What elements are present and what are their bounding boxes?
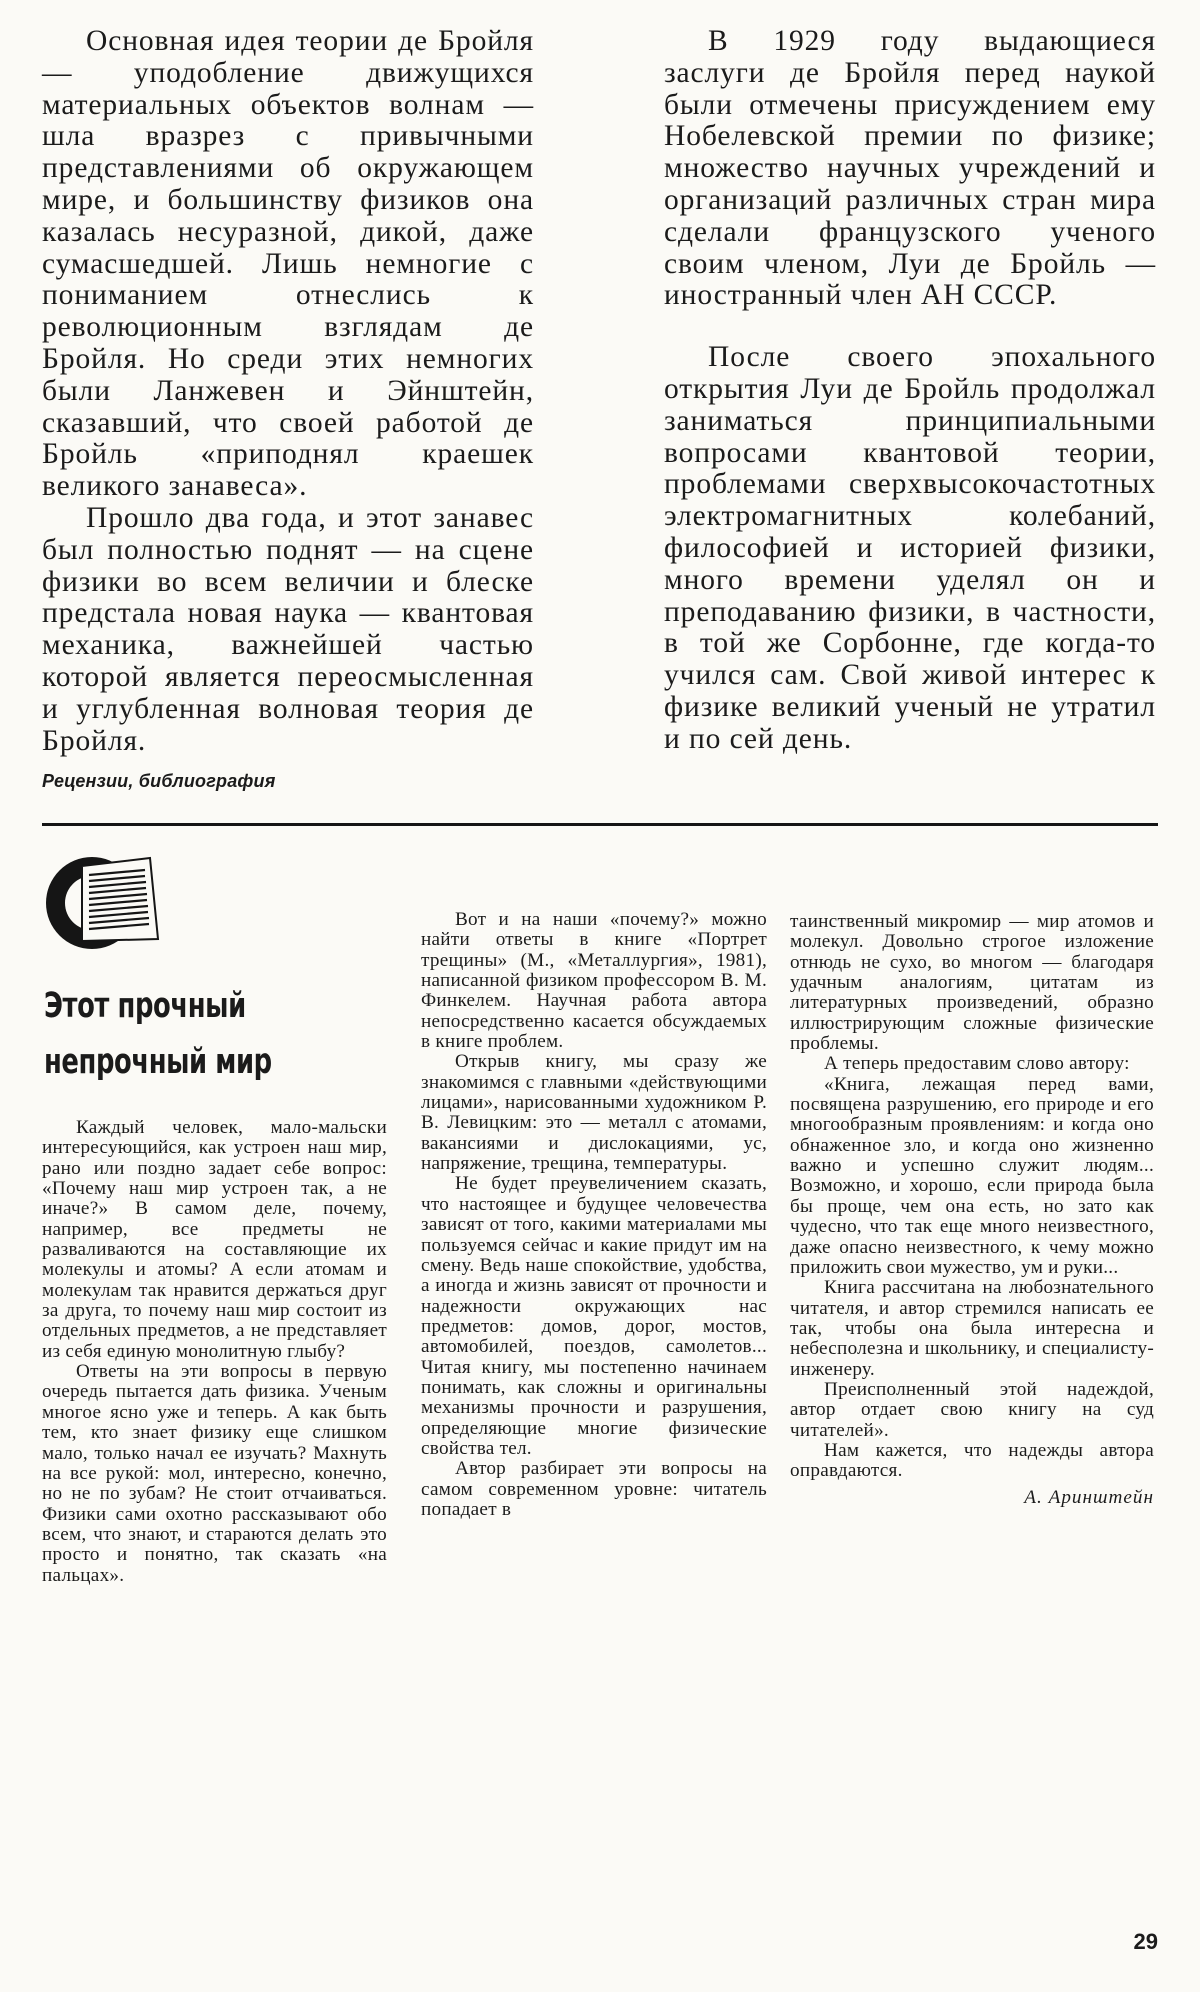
section-logo-icon: [42, 853, 164, 953]
paragraph: «Книга, лежащая перед вами, посвящена разрушению, его природе и его многообразным проявлениям: и когда оно обнаженное зло, и когда оно жизненно важно и успешно служит людям... Возможно, и хорошо, если природа была бы проще, чем она есть, но зато как чудесно, что так еще много неизвестного, даже опасно неизвестного, к чему можно приложить свои мужество, ум и руки...: [790, 1073, 1154, 1278]
paragraph: Основная идея теории де Бройля — уподобление движущихся материальных объектов волнам — шла вразрез с привычными представлениями об окружающем мире, и большинству физиков она казалась несуразной, дикой, даже сумасшедшей. Лишь немногие с пониманием отнеслись к революционным взглядам де Бройля. Но среди этих немногих были Ланжевен и Эйнштейн, сказавший, что своей работой де Бройль «приподнял краешек великого занавеса».: [42, 25, 534, 503]
paragraph: Вот и на наши «почему?» можно найти ответы в книге «Портрет трещины» (М., «Металлургия», 1981), написанной физиком профессором В. М. Финкелем. Научная работа автора непосредственно касается обсуждаемых в книге проблем.: [421, 909, 767, 1053]
page-number: 29: [1133, 1929, 1158, 1954]
section-divider: [42, 823, 1158, 826]
top-left-column: [42, 26, 534, 757]
article-title: [44, 978, 290, 1090]
paragraph: Преисполненный этой надеждой, автор отдает свою книгу на суд читателей».: [790, 1378, 1154, 1441]
paragraph: Открыв книгу, мы сразу же знакомимся с главными «действующими лицами», нарисованными художником Р. В. Левицким: это — металл с атомами, вакансиями и дислокациями, ус, напряжение, трещина, температуры.: [421, 1051, 767, 1175]
title-line: Этот прочный: [44, 986, 246, 1026]
author-signature: А. Аринштейн: [1024, 1486, 1154, 1508]
paragraph: Нам кажется, что надежды автора оправдаются.: [790, 1439, 1154, 1482]
article-column-3: [790, 912, 1154, 1508]
article-column-1: [42, 1118, 387, 1586]
paragraph: таинственный микромир — мир атомов и молекул. Довольно строгое изложение отнюдь не сухо, во многом — благодаря удачным аналогиям, цитатам из литературных произведений, образно иллюстрирующим сложные физические проблемы.: [790, 911, 1154, 1055]
paragraph: Каждый человек, мало-мальски интересующийся, как устроен наш мир, рано или поздно задает себе вопрос: «Почему наш мир устроен так, а не иначе?» В самом деле, почему, например, все предметы не разваливаются на составляющие их молекулы и атомы? А если атомам и молекулам так нравится держаться друг за друга, то почему наш мир состоит из отдельных предметов, а не представляет из себя единую монолитную глыбу?: [42, 1117, 387, 1362]
paragraph: А теперь предоставим слово автору:: [824, 1053, 1130, 1075]
section-label: Рецензии, библиография: [42, 771, 276, 791]
paragraph: Ответы на эти вопросы в первую очередь пытается дать физика. Ученым многое ясно уже и теперь. А как быть тем, кто знает физику еще слишком мало, только начал ее изучать? Махнуть на все рукой: мол, интересно, конечно, но не по зубам? Не стоит отчаиваться. Физики сами охотно рассказывают обо всем, что знают, и стараются делать это просто и понятно, так сказать «на пальцах».: [42, 1361, 387, 1586]
paragraph: Не будет преувеличением сказать, что настоящее и будущее человечества зависят от того, какими материалами мы пользуемся сейчас и какие придут им на смену. Ведь наше спокойствие, удобства, а иногда и жизнь зависят от прочности и надежности окружающих нас предметов: домов, дорог, мостов, автомобилей, поездов, самолетов... Читая книгу, мы постепенно начинаем понимать, как сложны и оригинальны механизмы прочности и разрушения, определяющие многие физические свойства тел.: [421, 1173, 767, 1459]
top-right-column: [664, 26, 1156, 756]
paragraph: Книга рассчитана на любознательного читателя, и автор стремился написать ее так, чтобы она была интересна и небесполезна и школьнику, и специалисту-инженеру.: [790, 1277, 1154, 1380]
paragraph: В 1929 году выдающиеся заслуги де Бройля перед наукой были отмечены присуждением ему Нобелевской премии по физике; множество научных учреждений и организаций различных стран мира сделали французского ученого своим членом, Луи де Бройль — иностранный член АН СССР.: [664, 25, 1156, 312]
title-line: непрочный мир: [44, 1042, 272, 1082]
article-column-2: [421, 910, 767, 1520]
paragraph: После своего эпохального открытия Луи де Бройль продолжал заниматься принципиальными вопросами квантовой теории, проблемами сверхвысокочастотных электромагнитных колебаний, философией и историей физики, много времени уделял он и преподаванию физики, в частности, в той же Сорбонне, где когда-то учился сам. Свой живой интерес к физике великий ученый не утратил и по сей день.: [664, 341, 1156, 755]
paragraph: Прошло два года, и этот занавес был полностью поднят — на сцене физики во всем величии и блеске предстала новая наука — квантовая механика, важнейшей частью которой является переосмысленная и углубленная волновая теория де Бройля.: [42, 501, 534, 757]
paragraph: Автор разбирает эти вопросы на самом современном уровне: читатель попадает в: [421, 1458, 767, 1520]
